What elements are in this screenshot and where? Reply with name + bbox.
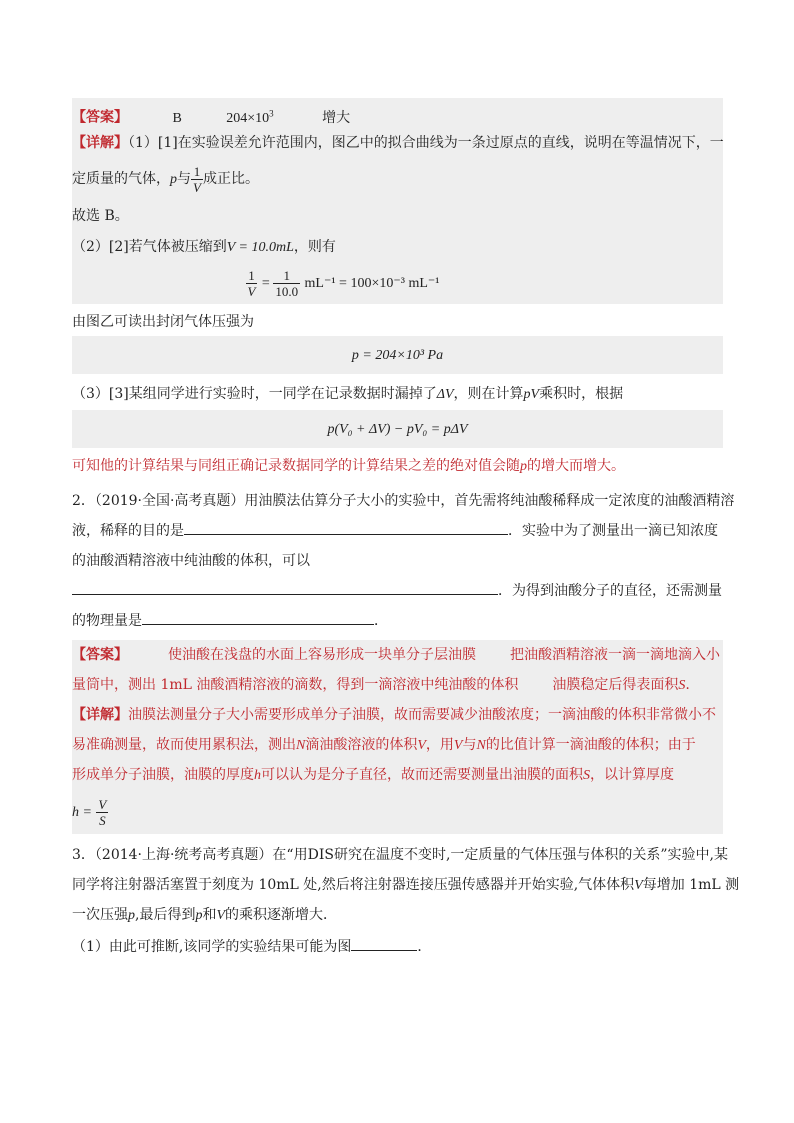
equation-2: p = 204×10³ Pa: [351, 348, 444, 363]
detail-2-line-1: [72, 700, 723, 730]
q3-line-4: （1）由此可推断,该同学的实验结果可能为图 ．: [72, 932, 723, 962]
answer-2-period: .: [685, 677, 690, 693]
fraction-v-over-s: $\frac{V}{S}$: [98, 796, 107, 828]
answer-2-line-1: [72, 640, 723, 670]
answer-1-choice: B: [172, 110, 182, 126]
equation-3-row: [72, 410, 723, 448]
equation-1-row: [72, 262, 723, 304]
var-s: S: [678, 678, 686, 693]
detail-2-text-1: 油膜法测量分子大小需要形成单分子油膜，故而需要减少油酸浓度；一滴油酸的体积非常微小不: [128, 707, 716, 723]
q2-line-1: [72, 486, 735, 516]
var-p-2: p: [520, 459, 527, 474]
detail-1-text-4a: （2）[2]若气体被压缩到: [72, 239, 227, 255]
answer-2-part-3: 油膜稳定后得表面积: [552, 677, 679, 693]
var-delta-v: ΔV: [436, 387, 454, 402]
q2-text-4: ．为得到油酸分子的直径，还需测量: [498, 583, 722, 599]
detail-1-line-2: [72, 158, 723, 200]
q2-text-3: 的油酸酒精溶液中纯油酸的体积，可以: [72, 553, 310, 569]
detail-1-text-6a: （3）[3]某组同学进行实验时，一同学在记录数据时漏掉了: [72, 386, 437, 402]
answer-1-trend: 增大: [322, 109, 351, 126]
equation-v: V = 10.0mL: [226, 240, 294, 255]
q2-text-5a: 的物理量是: [72, 613, 142, 629]
detail-2-line-2: 易准确测量，故而使用累积法，测出N滴油酸溶液的体积V，用V与N的比值计算一滴油酸的体积；由于: [72, 730, 723, 760]
q2-blank-2[interactable]: [72, 580, 498, 595]
detail-1-choice-b: 故选 B。: [72, 208, 129, 224]
q2-text-2a: 液，稀释的目的是: [72, 523, 184, 539]
answer-tag: 【答案】: [72, 109, 128, 126]
detail-1-line-1: [72, 128, 723, 158]
detail-tag-2: 【详解】: [72, 707, 128, 723]
detail-1-line-3: [72, 200, 723, 232]
detail-1-line-4: [72, 232, 723, 262]
answer-2-part-2b: 量筒中，测出 1mL 油酸酒精溶液的滴数，得到一滴溶液中纯油酸的体积: [72, 677, 519, 693]
var-p: p: [170, 172, 177, 187]
q2-line-2: [72, 516, 723, 546]
q2-text-2b: ．实验中为了测量出一滴已知浓度: [508, 523, 718, 539]
detail-1-text-2a: 定质量的气体，: [72, 171, 170, 187]
detail-1-line-6: [72, 382, 723, 406]
detail-2-formula: [72, 790, 723, 834]
detail-2-line-3: 形成单分子油膜，油膜的厚度h可以认为是分子直径，故而还需要测量出油膜的面积S，以计算厚度: [72, 760, 723, 790]
formula-h: h =: [72, 805, 92, 820]
q2-line-4: [72, 576, 723, 606]
detail-1-text-2c: 成正比。: [202, 171, 259, 187]
q3-blank-1[interactable]: [351, 936, 417, 951]
detail-1-text-7b: 的增大而增大。: [527, 458, 625, 474]
equation-1: $\frac{1}{V}$ = $\frac{1}{10.0}$ mL⁻¹ = 100×10⁻³ mL⁻¹: [247, 267, 440, 299]
answer-2-part-2a: 把油酸酒精溶液一滴一滴地滴入小: [510, 647, 720, 663]
answer-2-line-2: [72, 670, 723, 700]
answer-tag-2: 【答案】: [72, 647, 128, 663]
detail-1-text-4b: ，则有: [293, 239, 336, 255]
q3-line-3: 一次压强p,最后得到p和V的乘积逐渐增大．: [72, 907, 338, 923]
q2-text-5b: ．: [374, 613, 388, 629]
detail-1-line-7: [72, 454, 723, 478]
detail-1-text-5: 由图乙可读出封闭气体压强为: [72, 314, 254, 330]
answer-1-row: [72, 98, 723, 128]
detail-1-line-5: [72, 310, 723, 334]
detail-1-text-6c: 乘积时，根据: [539, 386, 624, 402]
q3-text-1: 3．（2014·上海·统考高考真题）在“用DIS研究在温度不变时,一定质量的气体压强与体积的关系”实验中,某: [72, 847, 728, 863]
equation-3: p(V₀ + ΔV) − pV₀ = pΔV: [327, 422, 468, 437]
equation-2-row: [72, 336, 723, 374]
detail-1-text-2b: 与: [177, 171, 191, 187]
q2-blank-3[interactable]: [142, 610, 374, 625]
detail-1-text-1: （1）[1]在实验误差允许范围内，图乙中的拟合曲线为一条过原点的直线，说明在等温情况下，一: [128, 135, 724, 151]
q2-blank-1[interactable]: [184, 520, 508, 535]
q2-line-3: [72, 546, 723, 576]
answer-2-part-1: 使油酸在浅盘的水面上容易形成一块单分子层油膜: [168, 647, 476, 663]
var-pv: pV: [523, 387, 540, 402]
detail-1-text-6b: ，则在计算: [453, 386, 524, 402]
fraction-1-over-v: $\frac{1}{V}$: [193, 163, 201, 195]
detail-tag: 【详解】: [72, 135, 128, 151]
answer-1-pressure: $204\times 10^3$: [226, 108, 274, 126]
q3-line-1: [72, 840, 728, 870]
q3-line-2: 同学将注射器活塞置于刻度为 10mL 处,然后将注射器连接压强传感器并开始实验,气体体积V每增加 1mL 测: [72, 877, 740, 893]
q2-line-5: [72, 606, 723, 636]
q2-text-1: 2．（2019·全国·高考真题）用油膜法估算分子大小的实验中，首先需将纯油酸稀释成一定浓度的油酸酒精溶: [72, 493, 735, 509]
detail-1-text-7a: 可知他的计算结果与同组正确记录数据同学的计算结果之差的绝对值会随: [72, 458, 520, 474]
